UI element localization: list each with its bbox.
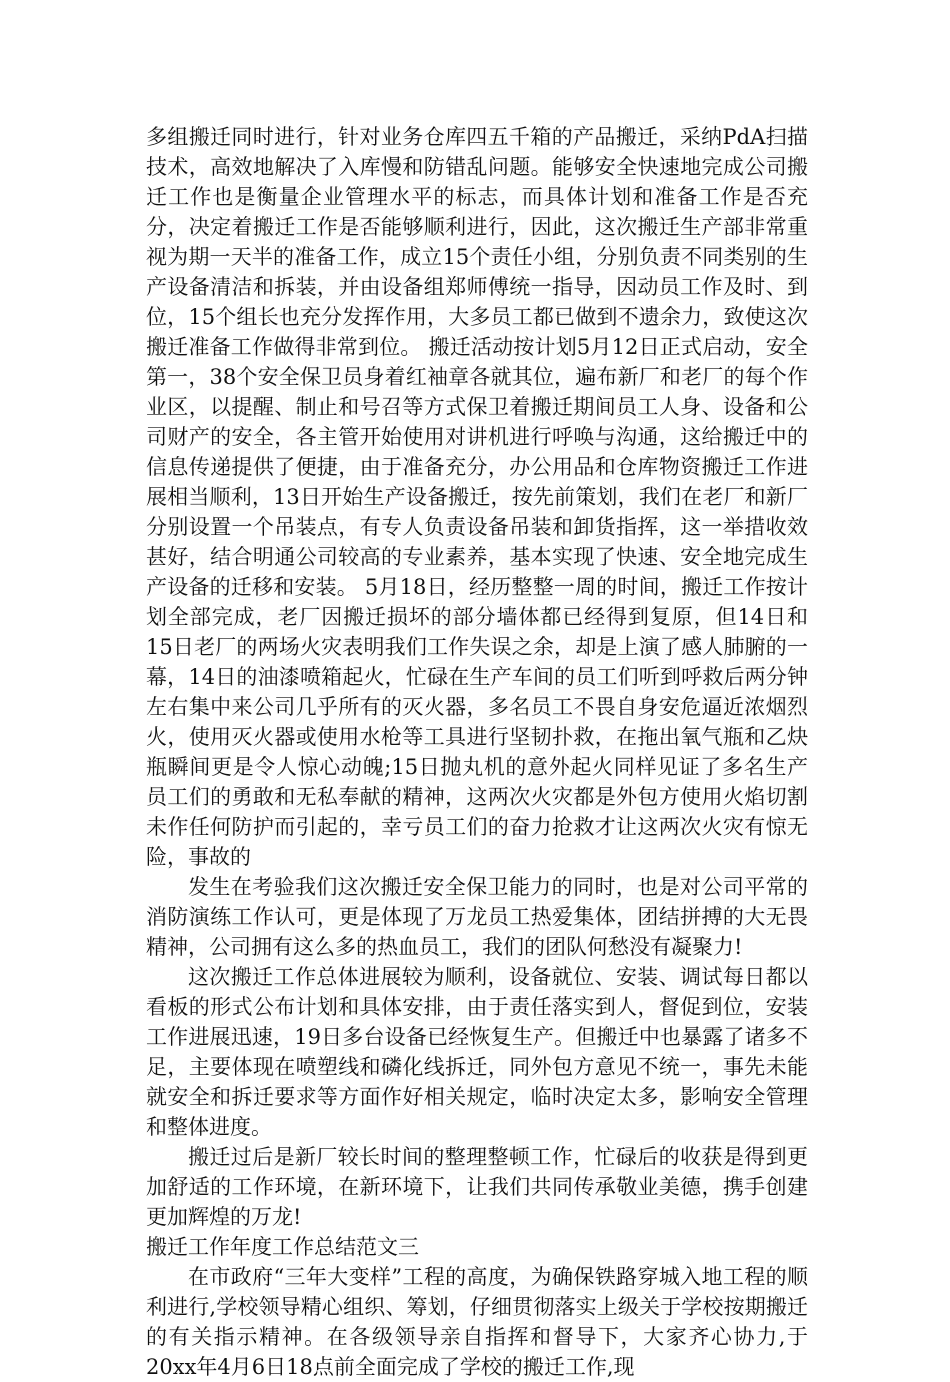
paragraph-fire-safety: 发生在考验我们这次搬迁安全保卫能力的同时，也是对公司平常的消防演练工作认可，更是体现了万龙员工热爱集体，团结拼搏的大无畏精神，公司拥有这么多的热血员工，我们的团队何愁没有凝聚力!: [146, 875, 808, 959]
document-body: [146, 122, 808, 1382]
paragraph-relocation-process: 多组搬迁同时进行，针对业务仓库四五千箱的产品搬迁，采纳PdA扫描技术，高效地解决了入库慢和防错乱问题。能够安全快速地完成公司搬迁工作也是衡量企业管理水平的标志，而具体计划和准备工作是否充分，决定着搬迁工作是否能够顺利进行，因此，这次搬迁生产部非常重视为期一天半的准备工作，成立15个责任小组，分别负责不同类别的生产设备清洁和拆装，并由设备组郑师傅统一指导，因动员工作及时、到位，15个组长也充分发挥作用，大多员工都已做到不遗余力，致使这次搬迁准备工作做得非常到位。 搬迁活动按计划5月12日正式启动，安全第一，38个安全保卫员身着红袖章各就其位，遍布新厂和老厂的每个作业区，以提醒、制止和号召等方式保卫着搬迁期间员工人身、设备和公司财产的安全，各主管开始使用对讲机进行呼唤与沟通，这给搬迁中的信息传递提供了便捷，由于准备充分，办公用品和仓库物资搬迁工作进展相当顺利，13日开始生产设备搬迁，按先前策划，我们在老厂和新厂分别设置一个吊装点，有专人负责设备吊装和卸货指挥，这一举措收效甚好，结合明通公司较高的专业素养，基本实现了快速、安全地完成生产设备的迁移和安装。 5月18日，经历整整一周的时间，搬迁工作按计划全部完成，老厂因搬迁损坏的部分墙体都已经得到复原，但14日和15日老厂的两场火灾表明我们工作失误之余，却是上演了感人肺腑的一幕，14日的油漆喷箱起火，忙碌在生产车间的员工们听到呼救后两分钟左右集中来公司几乎所有的灭火器，多名员工不畏自身安危逼近浓烟烈火，使用灭火器或使用水枪等工具进行坚韧扑救，在拖出氧气瓶和乙炔瓶瞬间更是令人惊心动魄;15日抛丸机的意外起火同样见证了多名生产员工们的勇敢和无私奉献的精神，这两次火灾都是外包方使用火焰切割未作任何防护而引起的，幸亏员工们的奋力抢救才让这两次火灾有惊无险，事故的: [146, 125, 808, 869]
section-heading: 搬迁工作年度工作总结范文三: [146, 1235, 419, 1259]
paragraph-school-relocation: 在市政府“三年大变样”工程的高度，为确保铁路穿城入地工程的顺利进行,学校领导精心组织、筹划，仔细贯彻落实上级关于学校按期搬迁的有关指示精神。在各级领导亲自指挥和督导下，大家齐心协力,于20xx年4月6日18点前全面完成了学校的搬迁工作,现: [146, 1265, 808, 1379]
paragraph-progress-review: 这次搬迁工作总体进展较为顺利，设备就位、安装、调试每日都以看板的形式公布计划和具体安排，由于责任落实到人，督促到位，安装工作进展迅速，19日多台设备已经恢复生产。但搬迁中也暴露了诸多不足，主要体现在喷塑线和磷化线拆迁，同外包方意见不统一，事先未能就安全和拆迁要求等方面作好相关规定，临时决定太多，影响安全管理和整体进度。: [146, 965, 808, 1139]
paragraph-conclusion: 搬迁过后是新厂较长时间的整理整顿工作，忙碌后的收获是得到更加舒适的工作环境，在新环境下，让我们共同传承敬业美德，携手创建更加辉煌的万龙!: [146, 1145, 808, 1229]
